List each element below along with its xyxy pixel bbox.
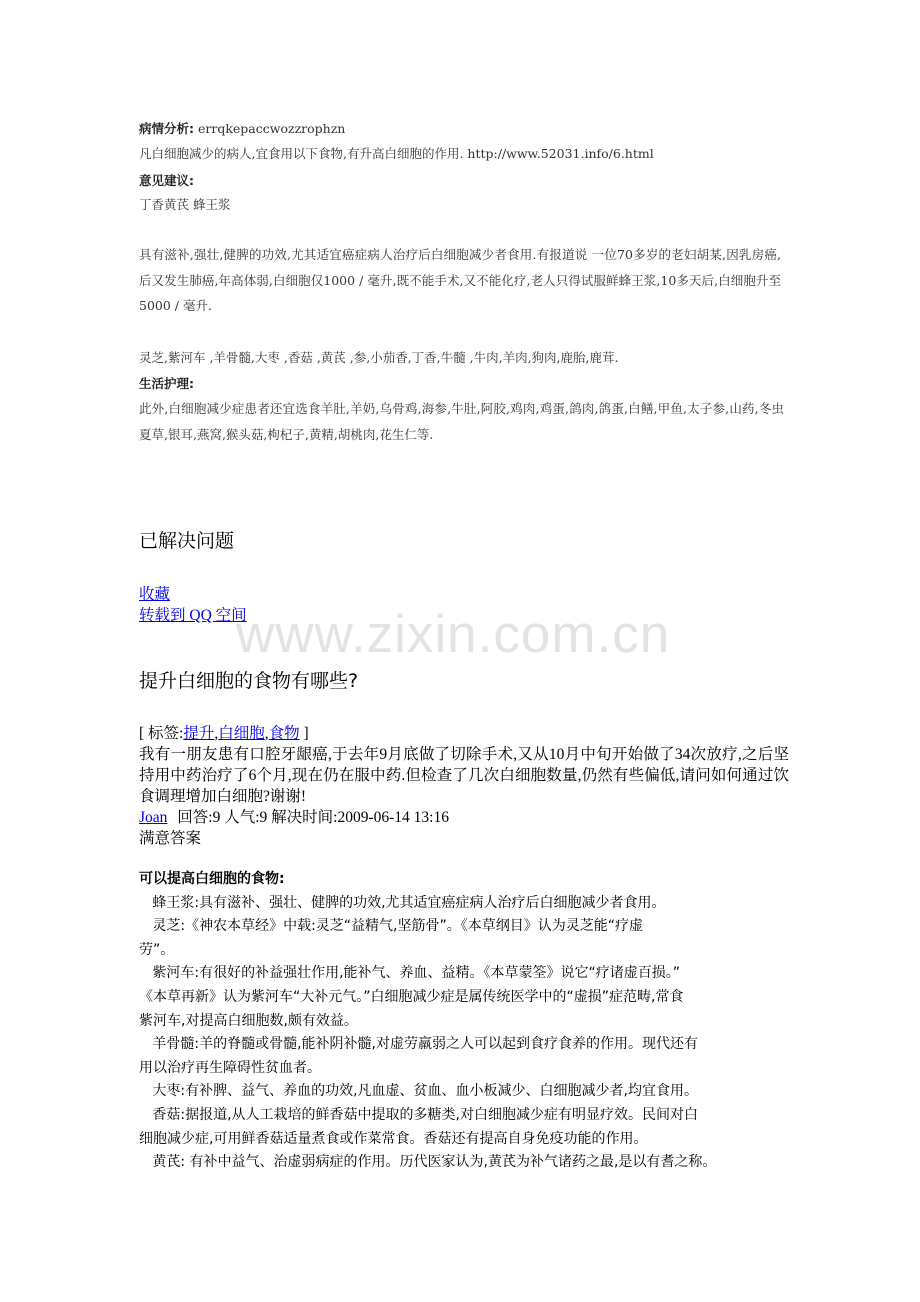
answer-line: 细胞减少症,可用鲜香菇适量煮食或作菜常食。香菇还有提高自身免疫功能的作用。 (139, 1130, 648, 1147)
answer-line: 用以治疗再生障碍性贫血者。 (139, 1059, 321, 1076)
answer-line: 蜂王浆:具有滋补、强壮、健脾的功效,尤其适宜癌症病人治疗后白细胞减少者食用。 (139, 894, 666, 911)
advice-label: 意见建议: (139, 173, 194, 188)
favorite-link[interactable]: 收藏 (139, 586, 171, 603)
tags-close: ] (303, 725, 309, 742)
tag-link[interactable]: 白细胞 (218, 725, 265, 742)
question-meta: 回答:9 人气:9 解决时间:2009-06-14 13:16 (177, 809, 449, 826)
care-label: 生活护理: (139, 376, 194, 391)
answer-line: 紫河车:有很好的补益强壮作用,能补气、养血、益精。《本草蒙筌》说它“疗诸虚百损。” (139, 965, 681, 982)
answer-line: 紫河车,对提高白细胞数,颇有效益。 (139, 1012, 358, 1029)
tag-link[interactable]: 提升 (183, 725, 215, 742)
care-paragraph: 此外,白细胞减少症患者还宜选食羊肚,羊奶,乌骨鸡,海参,牛肚,阿胶,鸡肉,鸡蛋,鸽肉,鸽蛋,白鳝,甲鱼,太子参,山药,冬虫夏草,银耳,燕窝,猴头菇,枸杞子,黄精,胡桃肉,花生仁等. (139, 401, 784, 442)
question-meta-line (139, 807, 789, 828)
advice-foods: 丁香黄芪 蜂王浆 (139, 197, 231, 212)
watermark-text: www.zixin.com.cn (236, 605, 671, 664)
answer-line: 灵芝:《神农本草经》中载:灵芝“益精气,坚筋骨”。《本草纲目》认为灵芝能“疗虚 (139, 918, 643, 935)
answer-line: 大枣:有补脾、益气、养血的功效,凡血虚、贫血、血小板减少、白细胞减少者,均宜食用。 (139, 1083, 698, 1100)
answer-line: 黄芪: 有补中益气、治虚弱病症的作用。历代医家认为,黄芪为补气诸药之最,是以有耆之称。 (139, 1154, 717, 1171)
link-group (139, 584, 247, 626)
answer-block (139, 868, 799, 1175)
share-qq-link[interactable]: 转载到 QQ 空间 (139, 607, 247, 624)
tags-line: [ 标签:提升,白细胞,食物 ] (139, 725, 309, 742)
answer-intro: 可以提高白细胞的食物: (139, 871, 285, 887)
analysis-code: errqkepaccwozzrophzn (197, 121, 346, 136)
intro-line: 凡白细胞减少的病人,宜食用以下食物,有升高白细胞的作用. http://www.52031.info/6.html (139, 146, 654, 161)
tag-link[interactable]: 食物 (268, 725, 300, 742)
answer-line: 《本草再新》认为紫河车“大补元气。”白细胞减少症是属传统医学中的“虚损”症范畴,常食 (139, 988, 684, 1005)
question-block (139, 723, 789, 849)
author-link[interactable]: Joan (139, 809, 168, 826)
royal-jelly-paragraph: 具有滋补,强壮,健脾的功效,尤其适宜癌症病人治疗后白细胞减少者食用.有报道说 一位70多岁的老妇胡某,因乳房癌,后又发生肺癌,年高体弱,白细胞仅1000 / 毫升,既不能手术,又不能化疗,老人只得试服鲜蜂王浆,10多天后,白细胞升至5000 / 毫升. (139, 247, 781, 313)
food-list-line: 灵芝,紫河车 ,羊骨髓,大枣 ,香菇 ,黄芪 ,参,小茄香,丁香,牛髓 ,牛肉,羊肉,狗肉,鹿胎,鹿茸. (139, 350, 619, 365)
resolved-heading: 已解决问题 (139, 530, 235, 552)
analysis-label: 病情分析: (139, 121, 194, 136)
best-answer-label: 满意答案 (139, 830, 202, 847)
analysis-line (139, 119, 345, 138)
tags-open: [ 标签: (139, 725, 184, 742)
answer-line: 香菇:据报道,从人工栽培的鲜香菇中提取的多糖类,对白细胞减少症有明显疗效。民间对白 (139, 1106, 698, 1123)
question-body: 我有一朋友患有口腔牙龈癌,于去年9月底做了切除手术,又从10月中旬开始做了34次放疗,之后坚持用中药治疗了6个月,现在仍在服中药.但检查了几次白细胞数量,仍然有些偏低,请问如何通过饮食调理增加白细胞?谢谢! (139, 746, 789, 805)
question-title: 提升白细胞的食物有哪些? (139, 670, 359, 692)
answer-line: 羊骨髓:羊的脊髓或骨髓,能补阴补髓,对虚劳羸弱之人可以起到食疗食养的作用。现代还有 (139, 1036, 698, 1053)
answer-line: 劳”。 (139, 941, 175, 958)
